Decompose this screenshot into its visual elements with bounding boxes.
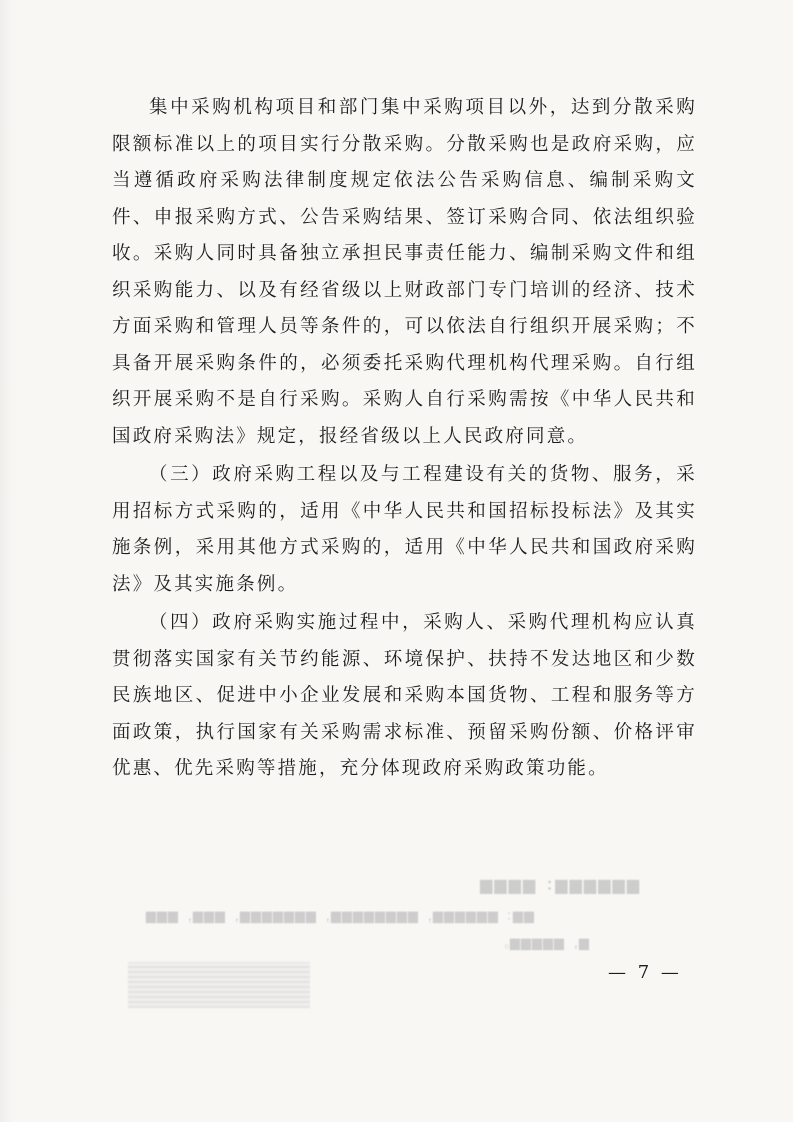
bleed-through-block: [128, 962, 310, 1008]
paragraph-section-three: （三）政府采购工程以及与工程建设有关的货物、服务，采用招标方式采购的，适用《中华人民共和国招标投标法》及其实施条例，采用其他方式采购的，适用《中华人民共和国政府采购法》及其实施条例。: [112, 464, 697, 595]
bleed-through-text: ▆▆▆▆▆▆：▆▆▆▆: [478, 875, 640, 894]
bleed-through-text: ▆，▆▆▆▆▆。: [495, 936, 589, 951]
paragraph-decentralized-procurement: 集中采购机构项目和部门集中采购项目以外，达到分散采购限额标准以上的项目实行分散采购。分散采购也是政府采购，应当遵循政府采购法律制度规定依法公告采购信息、编制采购文件、申报采购方式、公告采购结果、签订采购合同、依法组织验收。采购人同时具备独立承担民事责任能力、编制采购文件和组织采购能力、以及有经省级以上财政部门专门培训的经济、技术方面采购和管理人员等条件的，可以依法自行组织开展采购；不具备开展采购条件的，必须委托采购代理机构代理采购。自行组织开展采购不是自行采购。采购人自行采购需按《中华人民共和国政府采购法》规定，报经省级以上人民政府同意。: [112, 97, 697, 447]
paragraph-section-four: （四）政府采购实施过程中，采购人、采购代理机构应认真贯彻落实国家有关节约能源、环境保护、扶持不发达地区和少数民族地区、促进中小企业发展和采购本国货物、工程和服务等方面政策，执行国家有关采购需求标准、预留采购份额、价格评审优惠、优先采购等措施，充分体现政府采购政策功能。: [112, 612, 697, 779]
bleed-through-text: ▆▆：▆▆▆▆▆▆，▆▆▆▆▆▆▆▆，▆▆▆▆▆▆▆，▆▆▆，▆▆▆: [145, 909, 534, 924]
page-number: — 7 —: [608, 962, 682, 983]
body-text: [112, 90, 697, 788]
